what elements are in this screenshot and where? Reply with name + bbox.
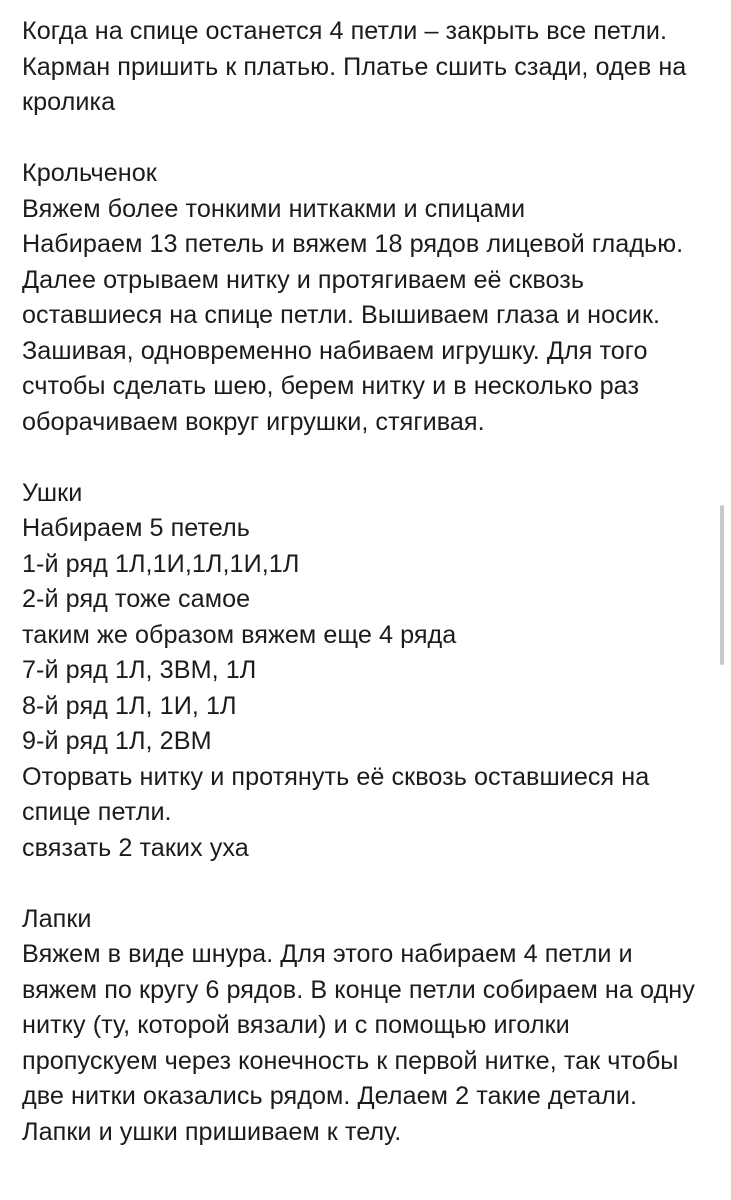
vertical-scrollbar[interactable] — [720, 505, 724, 665]
section-heading-ears: Ушки — [22, 478, 83, 507]
ears-row: 8-й ряд 1Л, 1И, 1Л — [22, 691, 237, 720]
section-heading-paws: Лапки — [22, 904, 92, 933]
ears-row: Набираем 5 петель — [22, 514, 250, 542]
ears-row: 2-й ряд тоже самое — [22, 585, 251, 613]
bunny-paragraph-1: Вяжем более тонкими ниткакми и спицами — [22, 194, 526, 223]
section-spacer — [22, 121, 712, 157]
ears-row: 9-й ряд 1Л, 2ВМ — [22, 727, 212, 755]
bunny-paragraph-2: Набираем 13 петель и вяжем 18 рядов лицевой гладью. Далее отрываем нитку и протягиваем её сквозь оставшиеся на спице петли. Вышиваем глаза и носик. Зашивая, одновременно набиваем игрушку. Для того счтобы сделать шею, берем нитку и в несколько раз оборачиваем вокруг игрушки, стягивая. — [22, 230, 684, 436]
ears-row: таким же образом вяжем еще 4 ряда — [22, 620, 457, 649]
ears-row: 1-й ряд 1Л,1И,1Л,1И,1Л — [22, 549, 300, 578]
intro-paragraph-2: Карман пришить к платью. Платье сшить сзади, одев на кролика — [22, 52, 687, 116]
ears-row: 7-й ряд 1Л, 3ВМ, 1Л — [22, 656, 257, 684]
paws-paragraph-2: Лапки и ушки пришиваем к телу. — [22, 1117, 402, 1146]
paws-paragraph-1: Вяжем в виде шнура. Для этого набираем 4 петли и вяжем по кругу 6 рядов. В конце петли собираем на одну нитку (ту, которой вязали) и с помощью иголки пропускуем через конечность к первой нитке, так чтобы две нитки оказались рядом. Делаем 2 такие детали. — [22, 940, 695, 1110]
ears-row: связать 2 таких уха — [22, 833, 249, 862]
section-spacer — [22, 440, 712, 476]
document-body — [22, 14, 712, 1150]
section-heading-bunny: Крольченок — [22, 159, 157, 187]
section-spacer — [22, 866, 712, 902]
ears-row: Оторвать нитку и протянуть её сквозь оставшиеся на спице петли. — [22, 762, 650, 826]
intro-paragraph-1: Когда на спице останется 4 петли – закрыть все петли. — [22, 17, 668, 45]
